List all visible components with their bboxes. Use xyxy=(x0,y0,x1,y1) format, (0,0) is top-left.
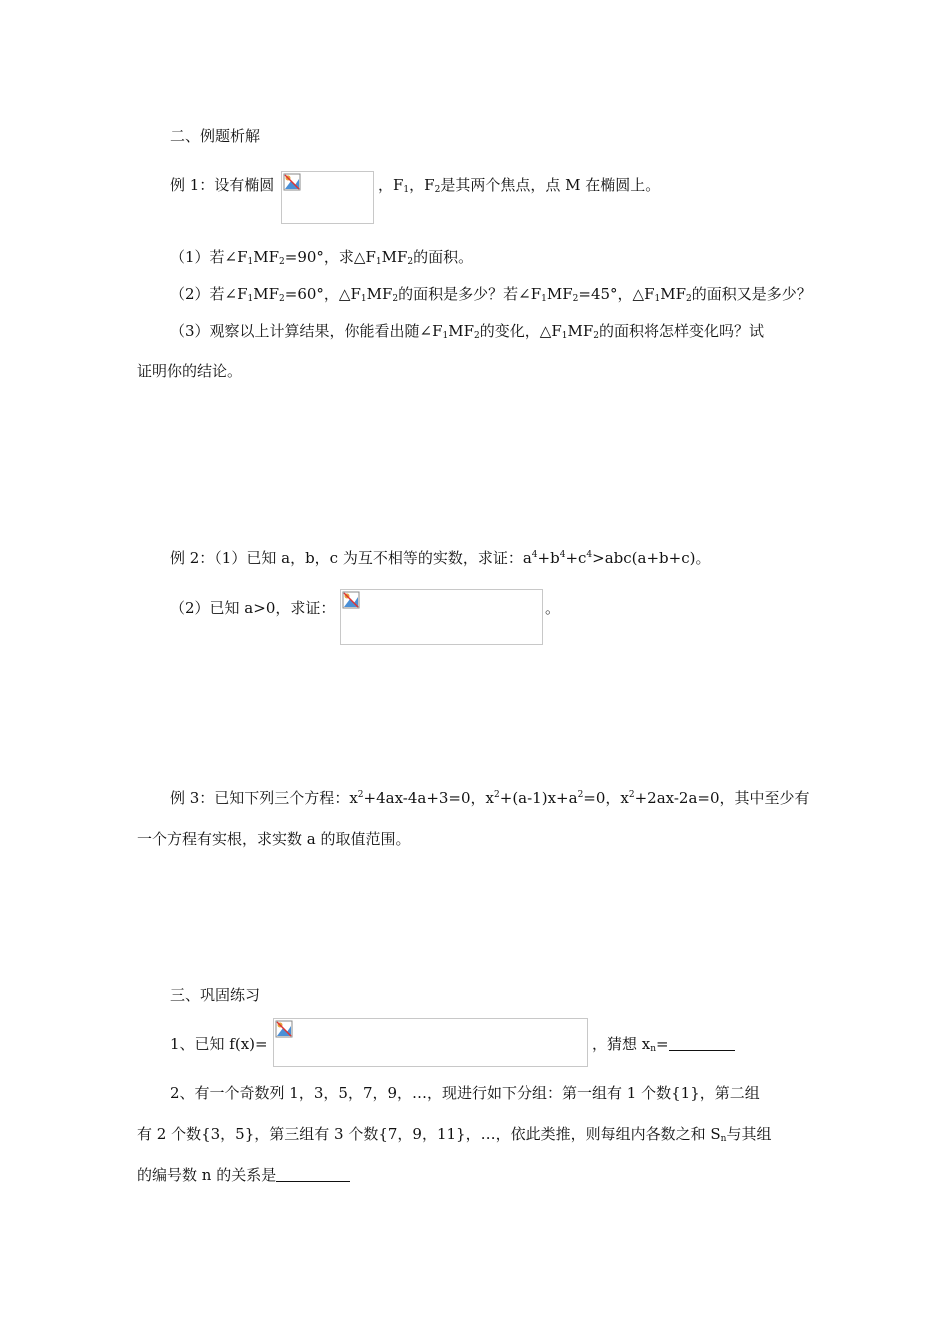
section-title-practice: 三、巩固练习 xyxy=(170,986,261,1004)
answer-blank xyxy=(276,1167,350,1182)
ellipse-equation-image xyxy=(281,171,374,224)
function-definition-image xyxy=(273,1018,588,1067)
example-3-line-2: 一个方程有实根，求实数 a 的取值范围。 xyxy=(137,830,411,848)
example-1-prefix: 例 1：设有椭圆 xyxy=(170,176,275,194)
example-1-foci-text: ，$F_1$，$F_2$是其两个焦点，点 M 在椭圆上。 xyxy=(378,176,661,195)
example-3-line-1: 例 3：已知下列三个方程：$x^2+4ax-4a+3=0$，$x^2+(a-1)x+a^2=0$，$x^2+2ax-2a=0$，其中至少有 xyxy=(170,789,810,807)
broken-image-icon xyxy=(283,173,301,191)
inequality-image xyxy=(340,589,543,645)
example-1-intro xyxy=(170,175,274,195)
example-2-question-2-end: 。 xyxy=(545,599,561,617)
practice-1-guess: ，猜想 $x_n=$ xyxy=(592,1034,735,1054)
practice-1-prefix: 1、已知 f(x)= xyxy=(170,1035,268,1053)
section-title-examples: 二、例题析解 xyxy=(170,127,261,145)
answer-blank xyxy=(669,1036,735,1051)
example-1-question-2: （2）若$\angle F_1MF_2=60^\circ$，$\triangle F_1MF_2$的面积是多少？若$\angle F_1MF_2=45^\circ$，$\triangle F_1MF_2$的面积又是多少？ xyxy=(170,285,812,304)
example-2-question-2: （2）已知 a>0，求证： xyxy=(170,599,336,617)
practice-2-line-2: 有 2 个数{3，5}，第三组有 3 个数{7，9，11}，…，依此类推，则每组内各数之和 $S_n$与其组 xyxy=(137,1125,772,1144)
practice-2-line-1: 2、有一个奇数列 1，3，5，7，9，…，现进行如下分组：第一组有 1 个数{1}，第二组 xyxy=(170,1084,760,1102)
practice-2-line-3: 的编号数 n 的关系是 xyxy=(137,1165,350,1185)
example-1-question-3: （3）观察以上计算结果，你能看出随$\angle F_1MF_2$的变化，$\triangle F_1MF_2$的面积将怎样变化吗？试 xyxy=(170,322,764,341)
example-2-question-1: 例 2：（1）已知 a，b，c 为互不相等的实数，求证：$a^4+b^4+c^4>abc(a+b+c)$。 xyxy=(170,549,711,567)
example-1-question-3-cont: 证明你的结论。 xyxy=(137,362,243,380)
broken-image-icon xyxy=(275,1020,293,1038)
example-1-question-1: （1）若$\angle F_1MF_2=90^\circ$，求$\triangle F_1MF_2$的面积。 xyxy=(170,248,474,267)
broken-image-icon xyxy=(342,591,360,609)
